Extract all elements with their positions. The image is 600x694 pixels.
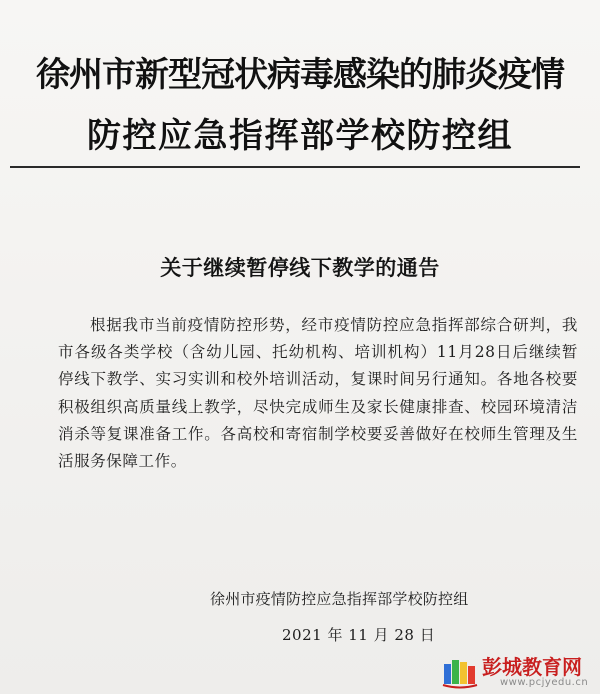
notice-body: 根据我市当前疫情防控形势，经市疫情防控应急指挥部综合研判，我市各级各类学校（含幼儿园、托幼机构、培训机构）11月28日后继续暂停线下教学、实习实训和校外培训活动，复课时间另行通知。各地各校要积极组织高质量线上教学，尽快完成师生及家长健康排查、校园环境清洁消杀等复课准备工作。各高校和寄宿制学校要妥善做好在校师生管理及生活服务保障工作。 [58,316,578,471]
site-watermark [440,650,600,694]
books-logo-icon [442,654,478,690]
watermark-url: www.pcjyedu.cn [500,677,589,688]
issuer-signature: 徐州市疫情防控应急指挥部学校防控组 [210,590,469,608]
header-divider [10,166,580,168]
notice-title: 关于继续暂停线下教学的通告 [160,255,440,280]
watermark-name: 彭城教育网 [482,655,582,679]
issue-date: 2021 年 11 月 28 日 [282,626,436,644]
org-title-line1: 徐州市新型冠状病毒感染的肺炎疫情 [36,55,564,95]
org-title-line2: 防控应急指挥部学校防控组 [87,116,513,156]
